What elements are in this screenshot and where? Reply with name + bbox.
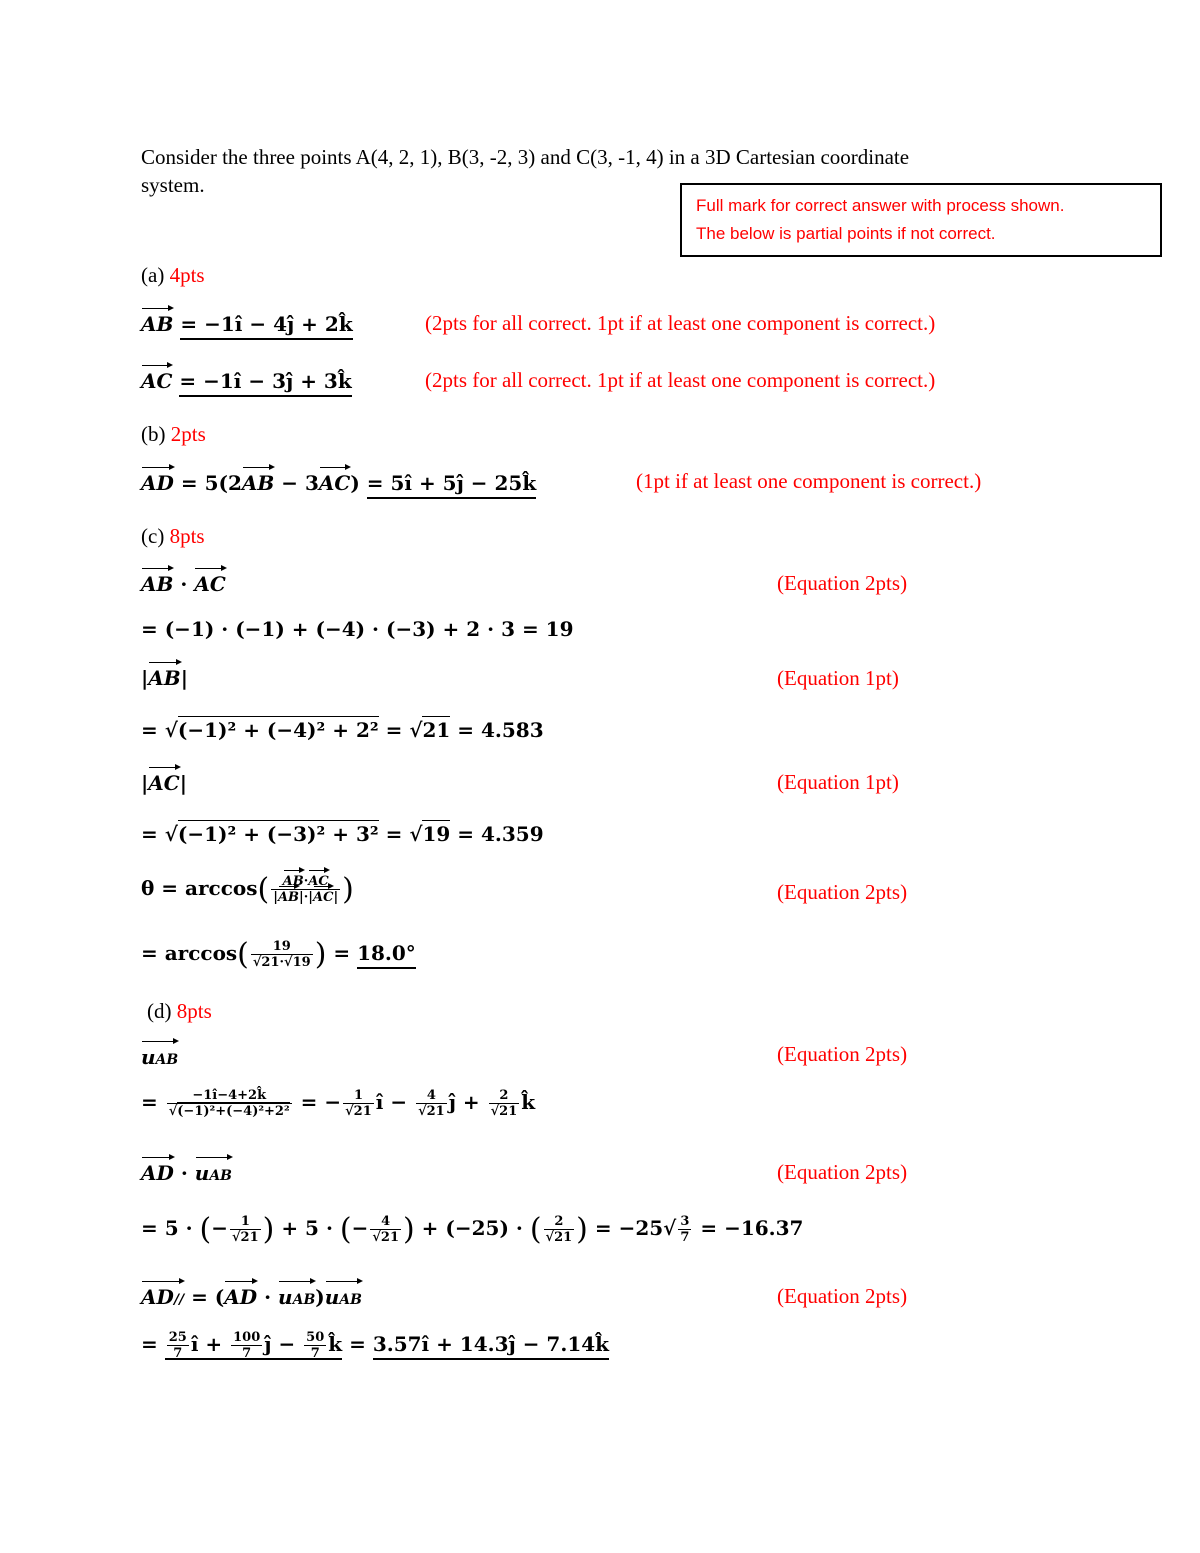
part-c-heading <box>141 522 205 550</box>
mag-ab-root: 21 <box>422 718 451 742</box>
part-c-points: 8pts <box>169 524 205 548</box>
ad-vector-result: = 5î + 5ĵ − 25k̂ <box>367 471 536 499</box>
ac-vector-result: = −1î − 3ĵ + 3k̂ <box>179 369 351 397</box>
arccos-fraction <box>251 939 313 970</box>
part-a-label: (a) <box>141 263 170 287</box>
parallel-component-result: = $\frac{25}{7}$ î + $\frac{100}{7}$ ĵ − $\frac{50}{7}$ k̂ = 3.57î + 14.3ĵ − 7.14k̂ <box>141 1330 610 1361</box>
ab-vector-result: = −1î − 4ĵ + 2k̂ <box>180 312 352 340</box>
ab-vector-symbol: AB <box>141 312 174 336</box>
part-d-label: (d) <box>147 999 177 1023</box>
unit-vector-numerator: −1î−4+2k̂ <box>167 1088 292 1104</box>
ad-vector-symbol: AD <box>141 471 174 495</box>
mag-ab-note: (Equation 1pt) <box>777 666 899 690</box>
ac-vector-symbol: AC <box>141 369 173 393</box>
projection-value: = −25 <box>594 1216 664 1240</box>
grading-note-line-2: The below is partial points if not correct. <box>696 224 996 243</box>
part-c-label: (c) <box>141 524 170 548</box>
part-d-points: 8pts <box>176 999 212 1023</box>
part-b-heading <box>141 420 206 448</box>
mag-ac-expression: |AC| <box>141 771 187 795</box>
projection-expression: AD · uAB <box>141 1161 233 1185</box>
ac-vector-equation <box>141 369 352 393</box>
mag-ac-result: = √(−1)² + (−3)² + 3² = √19 = 4.359 <box>141 822 544 846</box>
unit-vector-result: = $\frac{-1î-4+2k̂}{\text{√(−1)²+(−4)²+2²}}$ = − $\frac{1}{√21}$ î − $\frac{4}{√21}$ ĵ + $\frac{2}{√21}$ k̂ <box>141 1088 536 1119</box>
dot-product-note: (Equation 2pts) <box>777 571 908 595</box>
theta-fraction: $\frac{AB\cdot AC}{|AB|\cdot|AC|}$ <box>273 874 339 905</box>
parallel-component-final: 3.57î + 14.3ĵ − 7.14k̂ <box>373 1332 609 1360</box>
ab-ref: AB <box>241 471 275 495</box>
projection-result: = 5 · (− $\frac{1}{√21}$ ) + 5 · (− $\frac{4}{√21}$ ) + (−25) · ( $\frac{2}{√21}$ ) = −25√ $\frac{3}{7}$ = −16.37 <box>141 1212 804 1247</box>
mag-ab-radicand: (−1)² + (−4)² + 2² <box>177 718 379 742</box>
mag-ac-radicand: (−1)² + (−3)² + 3² <box>177 822 379 846</box>
arccos-denominator: √21·√19 <box>252 955 311 970</box>
ad-grading-note: (1pt if at least one component is correct.) <box>636 469 982 493</box>
ab-vector-equation <box>141 312 353 336</box>
theta-note: (Equation 2pts) <box>777 880 908 904</box>
part-b-label: (b) <box>141 422 171 446</box>
part-d-heading <box>147 997 212 1025</box>
ac-grading-note: (2pts for all correct. 1pt if at least one component is correct.) <box>425 368 936 392</box>
mag-ac-root: 19 <box>422 822 451 846</box>
theta-lhs: θ = arccos <box>141 876 258 900</box>
theta-result: = arccos( $\frac{19}{√21\cdot√19}$ ) = 18.0° <box>141 937 416 972</box>
ab-grading-note: (2pts for all correct. 1pt if at least one component is correct.) <box>425 311 936 335</box>
theta-definition: θ = arccos( $\frac{AB\cdot AC}{|AB|\cdot|AC|}$ ) <box>141 872 354 907</box>
problem-statement-line-1: Consider the three points A(4, 2, 1), B(3, -2, 3) and C(3, -1, 4) in a 3D Cartesian coordinate <box>141 145 910 169</box>
arccos-prefix: = arccos <box>141 941 238 965</box>
grading-note-box <box>680 183 1162 257</box>
unit-vector-symbol: uAB <box>141 1045 179 1069</box>
parallel-component-expression: AD// = (AD · uAB)uAB <box>141 1285 362 1309</box>
ad-equation-left: = 5(2 <box>180 471 242 495</box>
parallel-component-note: (Equation 2pts) <box>777 1284 908 1308</box>
part-b-points: 2pts <box>170 422 206 446</box>
projection-note: (Equation 2pts) <box>777 1160 908 1184</box>
mag-ac-value: = 4.359 <box>457 822 544 846</box>
part-a-points: 4pts <box>169 263 205 287</box>
unit-vector-equals: = − <box>300 1090 342 1114</box>
unit-vector-note: (Equation 2pts) <box>777 1042 908 1066</box>
angle-result: 18.0° <box>357 941 416 969</box>
projection-final: = −16.37 <box>700 1216 804 1240</box>
mag-ac-note: (Equation 1pt) <box>777 770 899 794</box>
ac-ref: AC <box>318 471 351 495</box>
ad-equation-mid: − 3 <box>274 471 319 495</box>
arccos-numerator: 19 <box>251 939 313 955</box>
part-a-heading <box>141 261 205 289</box>
grading-note-line-1: Full mark for correct answer with process shown. <box>696 196 1065 215</box>
ad-vector-equation <box>141 471 536 495</box>
mag-ab-result: = √(−1)² + (−4)² + 2² = √21 = 4.583 <box>141 718 544 742</box>
mag-ab-value: = 4.583 <box>457 718 544 742</box>
problem-statement-line-2: system. <box>141 173 205 197</box>
dot-product-expression: AB · AC <box>141 572 226 596</box>
mag-ab-expression: |AB| <box>141 666 188 690</box>
unit-vector-fraction: $\frac{-1î-4+2k̂}{\text{√(−1)²+(−4)²+2²}}$ <box>168 1088 290 1119</box>
unit-vector-denominator: (−1)²+(−4)²+2² <box>177 1104 290 1119</box>
ad-equation-close: ) <box>350 471 360 495</box>
dot-product-result: = (−1) · (−1) + (−4) · (−3) + 2 · 3 = 19 <box>141 617 574 641</box>
